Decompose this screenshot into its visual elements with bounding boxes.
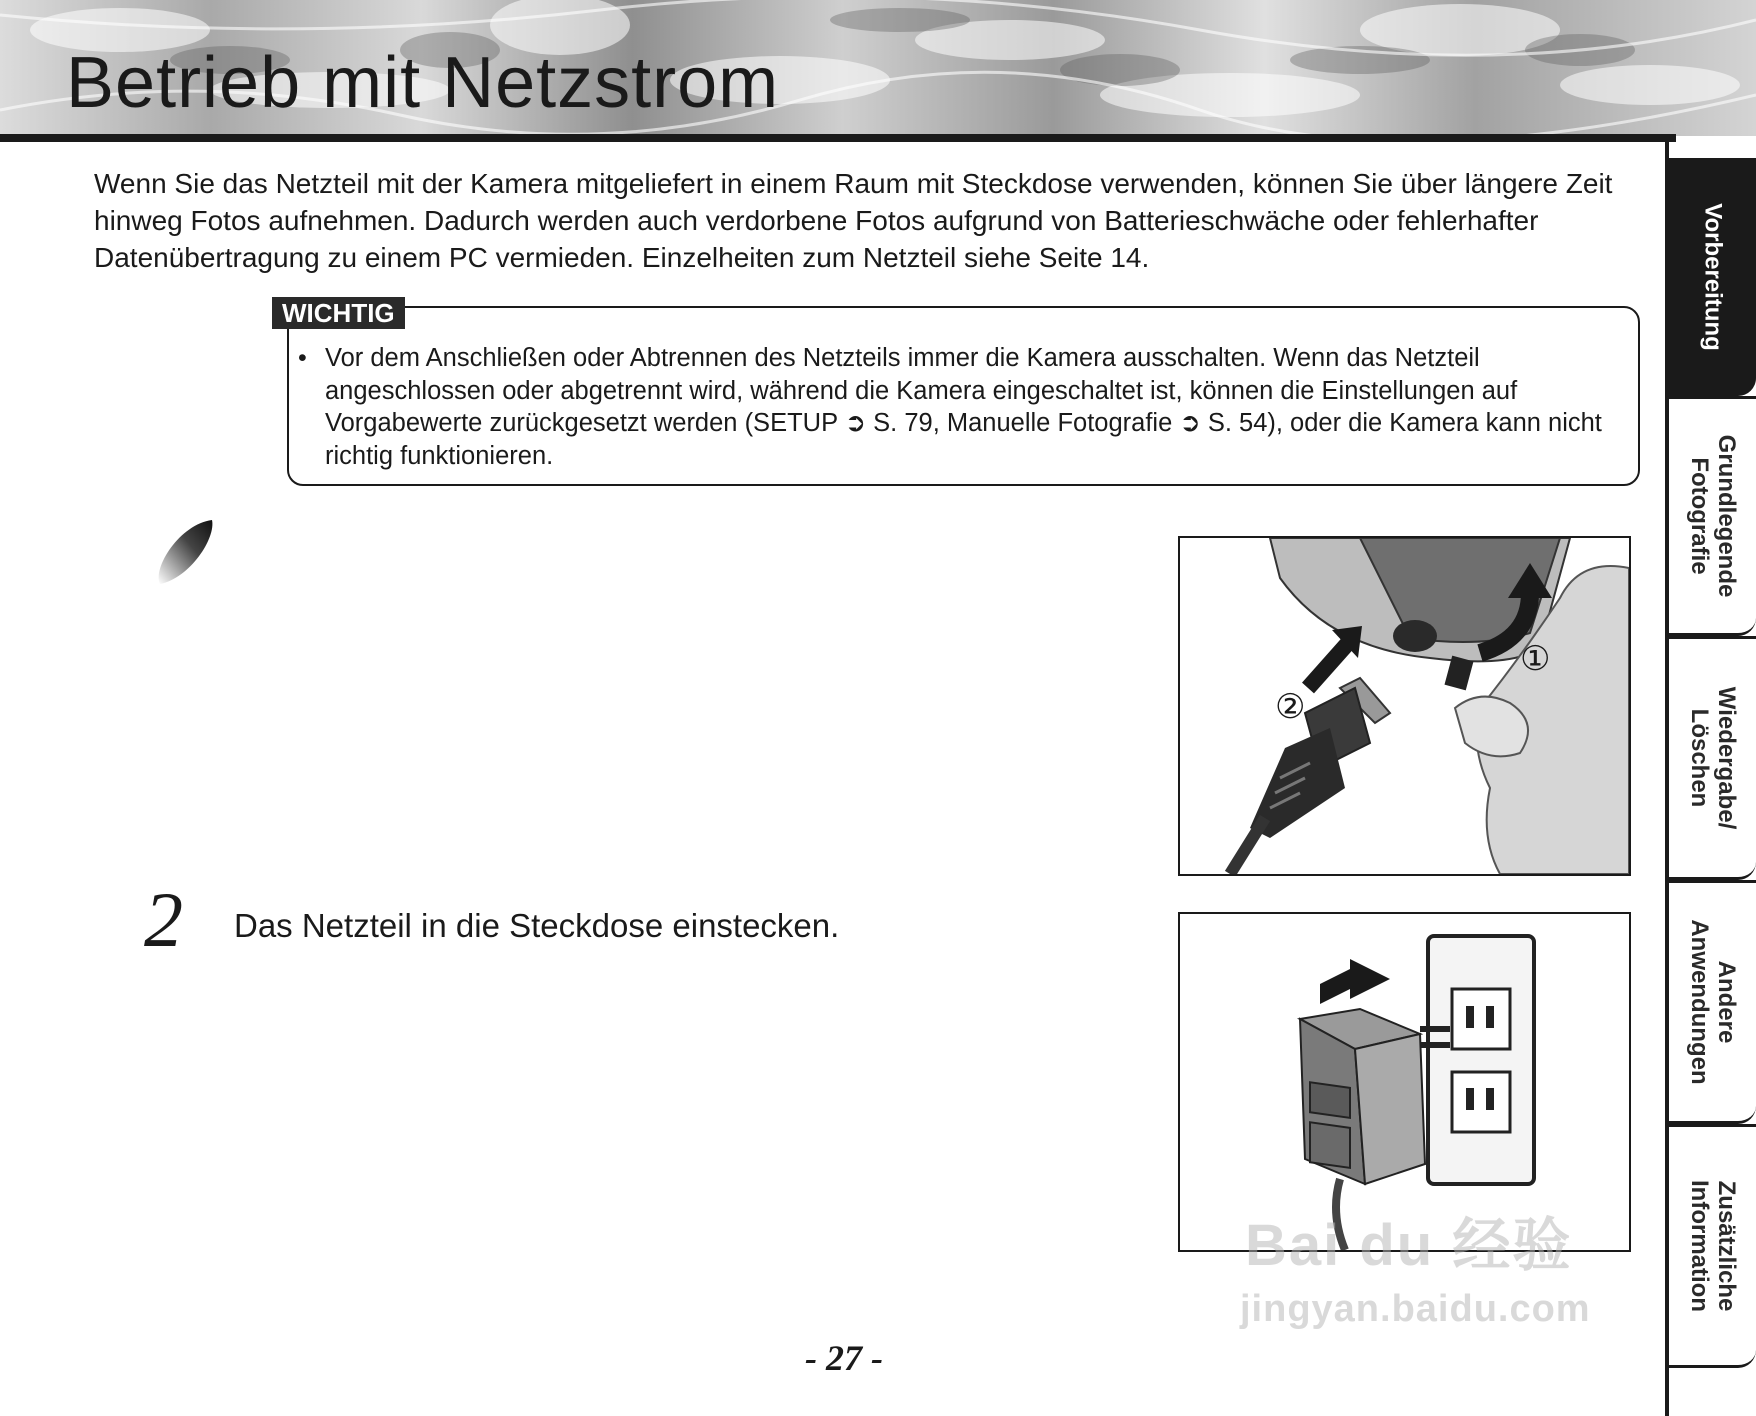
watermark-brand: Bai du 经验 [1245, 1213, 1573, 1278]
intro-paragraph: Wenn Sie das Netzteil mit der Kamera mitgeliefert in einem Raum mit Steckdose verwenden, können Sie über längere Zeit hinweg Fotos aufnehmen. Dadurch werden auch verdorbene Fotos aufgrund von Batterieschwäche oder fehlerhafter Datenübertragung zu einem PC vermieden. Einzelheiten zum Netzteil siehe Seite 14. [94, 168, 1613, 273]
bullet: • [298, 344, 307, 372]
important-label: WICHTIG [272, 297, 405, 329]
tab-label: Vorbereitung [1699, 203, 1726, 351]
tab-zusaetzliche-information[interactable] [1669, 1124, 1756, 1368]
tab-grundlegende-fotografie[interactable] [1669, 396, 1756, 636]
tab-andere-anwendungen[interactable] [1669, 880, 1756, 1124]
step-2-number: 2 [144, 876, 183, 963]
reference-arrow-icon: ➲ [1179, 409, 1201, 437]
tab-label: Andere Anwendungen [1685, 919, 1740, 1085]
step-2-text: Das Netzteil in die Steckdose einstecken. [234, 907, 840, 944]
callout-2: ② [1275, 687, 1306, 727]
callout-1: ① [1520, 639, 1551, 679]
tab-wiedergabe-loeschen[interactable] [1669, 636, 1756, 880]
important-text [325, 342, 1625, 472]
tab-label: Zusätzliche Information [1685, 1180, 1740, 1312]
important-ref1: S. 79, Manuelle Fotografie [873, 409, 1180, 437]
camera-plug-illustration [1180, 538, 1629, 874]
step-1-marker [150, 518, 220, 590]
figure-plug-into-camera [1178, 536, 1631, 876]
header-banner [0, 0, 1756, 136]
watermark-url: jingyan.baidu.com [1240, 1288, 1591, 1330]
important-text-part1: Vor dem Anschließen oder Abtrennen des Netzteils immer die Kamera ausschalten. Wenn das Netzteil angeschlossen oder abgetrennt wird, während die Kamera eingeschaltet ist, können die Einstellungen auf Vorgabewerte zurückgesetzt werden (SETUP [325, 344, 1518, 437]
page-title: Betrieb mit Netzstrom [66, 43, 780, 123]
page-number: - 27 - [805, 1338, 883, 1378]
tab-vorbereitung[interactable] [1669, 158, 1756, 396]
reference-arrow-icon: ➲ [844, 409, 867, 437]
tab-label: Wiedergabe/ Löschen [1685, 686, 1740, 830]
header-rule [0, 134, 1676, 142]
important-ref2: S. 54), oder die Kamera kann nicht richtig funktionieren. [325, 409, 1602, 470]
tab-label: Grundlegende Fotografie [1685, 434, 1740, 598]
